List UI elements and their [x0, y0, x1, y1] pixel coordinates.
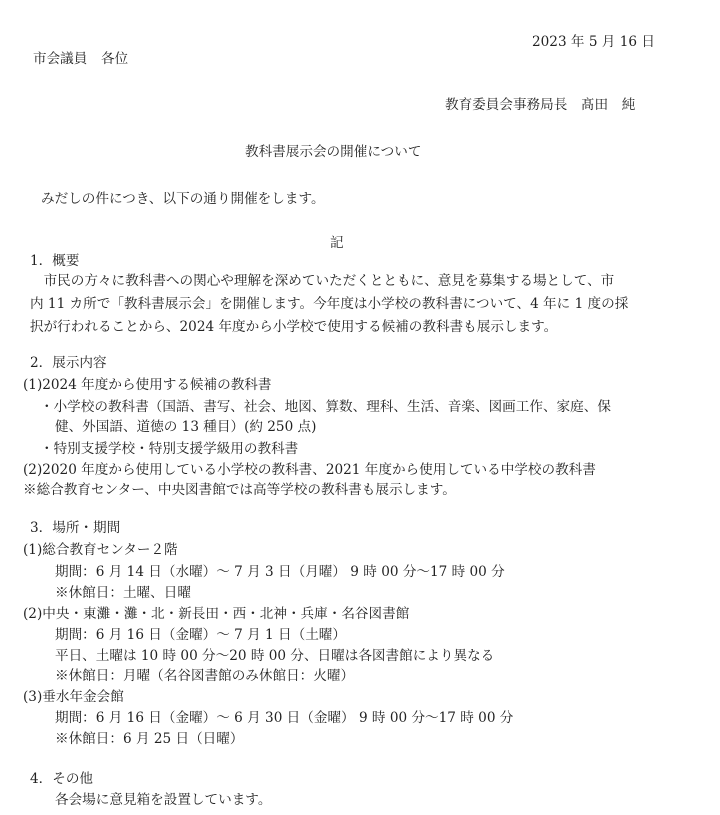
venue2-period: 期間：6 月 16 日（金曜）～ 7 月 1 日（土曜） [55, 627, 346, 643]
recipient: 市会議員 各位 [33, 51, 129, 67]
section4-text: 各会場に意見箱を設置しています。 [55, 792, 272, 808]
section2-item1: (1)2024 年度から使用する候補の教科書 [23, 377, 272, 393]
intro-text: みだしの件につき、以下の通り開催をします。 [41, 191, 325, 207]
section1-line: 内 11 カ所で「教科書展示会」を開催します。今年度は小学校の教科書について、4 年に 1 度の採 [30, 296, 629, 312]
venue1-period: 期間：6 月 14 日（水曜）～ 7 月 3 日（月曜） 9 時 00 分～17 時 00 分 [55, 564, 505, 580]
section2-bullet1-cont: 健、外国語、道徳の 13 種目）(約 250 点) [55, 419, 317, 435]
section2-item2: (2)2020 年度から使用している小学校の教科書、2021 年度から使用している中学校の教科書 [23, 462, 596, 478]
section1-heading: 1．概要 [30, 253, 80, 269]
section1-line: 択が行われることから、2024 年度から小学校で使用する候補の教科書も展示します。 [30, 319, 558, 335]
section2-bullet2: ・特別支援学校・特別支援学級用の教科書 [40, 441, 299, 457]
sender: 教育委員会事務局長 髙田 純 [445, 97, 636, 113]
venue1-name: (1)総合教育センター２階 [23, 542, 178, 558]
document-title: 教科書展示会の開催について [245, 144, 422, 160]
section3-heading: 3．場所・期間 [30, 520, 121, 536]
section1-line: 市民の方々に教科書への関心や理解を深めていただくとともに、意見を募集する場として、市 [30, 273, 615, 289]
section4-heading: 4．その他 [30, 771, 94, 787]
venue3-name: (3)垂水年金会館 [23, 689, 124, 705]
document-date: 2023 年 5 月 16 日 [532, 34, 655, 50]
ki-mark: 記 [330, 235, 344, 251]
section2-heading: 2．展示内容 [30, 355, 107, 371]
section2-bullet1: ・小学校の教科書（国語、書写、社会、地図、算数、理科、生活、音楽、図画工作、家庭、保 [40, 399, 611, 415]
venue3-period: 期間：6 月 16 日（金曜）～ 6 月 30 日（金曜） 9 時 00 分～17 時 00 分 [55, 710, 514, 726]
venue1-closed: ※休館日：土曜、日曜 [55, 585, 191, 601]
venue2-name: (2)中央・東灘・灘・北・新長田・西・北神・兵庫・名谷図書館 [23, 606, 410, 622]
section2-note: ※総合教育センター、中央図書館では高等学校の教科書も展示します。 [23, 482, 456, 498]
venue2-hours: 平日、土曜は 10 時 00 分～20 時 00 分、日曜は各図書館により異なる [55, 648, 495, 664]
venue3-closed: ※休館日：6 月 25 日（日曜） [55, 731, 244, 747]
venue2-closed: ※休館日：月曜（名谷図書館のみ休館日：火曜） [55, 668, 355, 684]
